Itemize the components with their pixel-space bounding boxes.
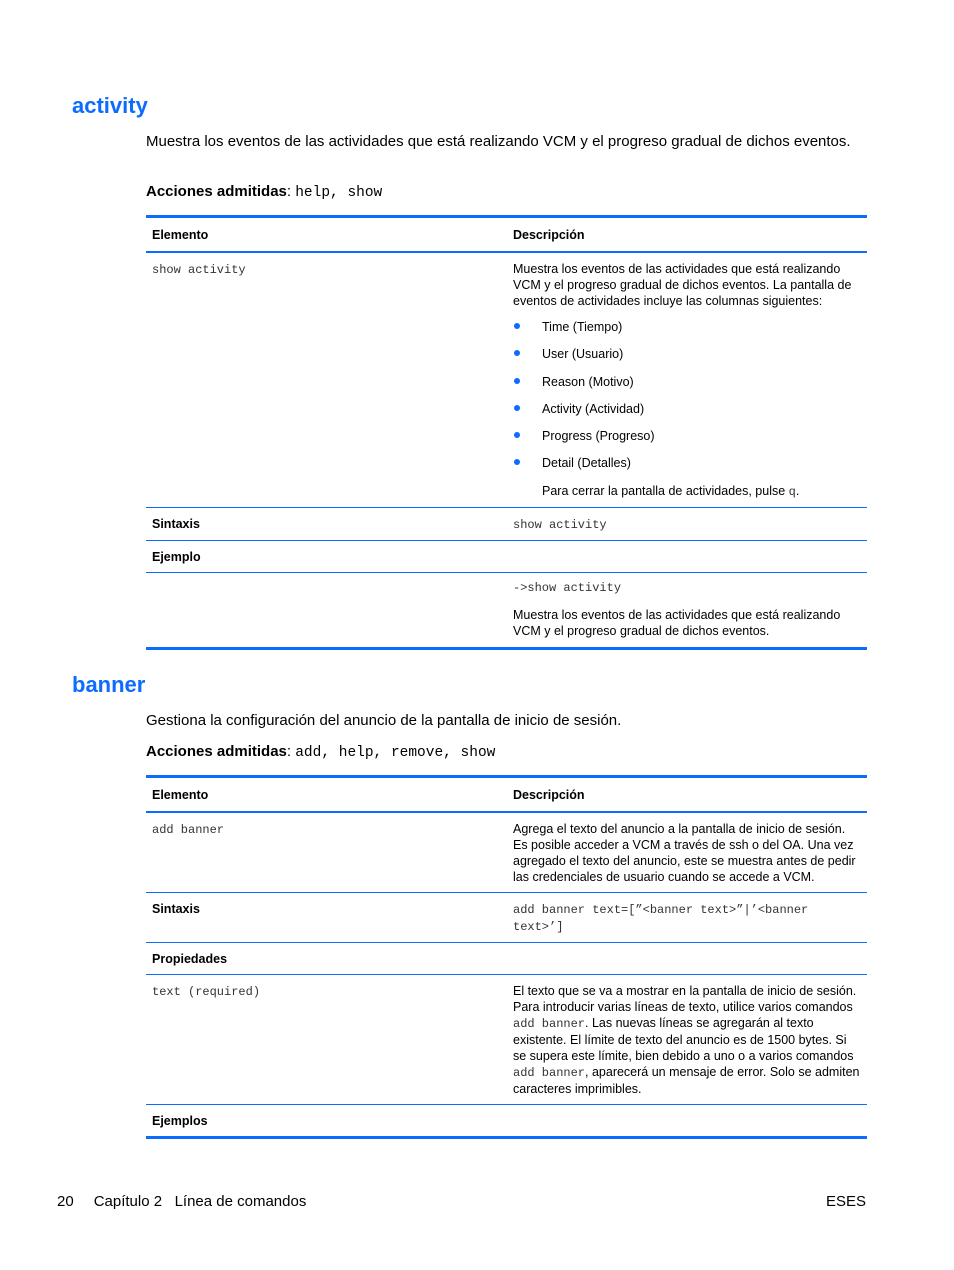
bullet-icon	[514, 323, 520, 329]
element-description: Muestra los eventos de las actividades que está realizando VCM y el progreso gradual de dichos eventos. La pantalla de eventos de actividades incluye las columnas siguientes:	[513, 262, 852, 308]
element-description-cell	[507, 252, 867, 507]
properties-label: Propiedades	[146, 943, 507, 975]
table-row	[146, 572, 867, 648]
table-row	[146, 507, 867, 540]
examples-label: Ejemplos	[146, 1105, 507, 1138]
table-row	[146, 975, 867, 1105]
list-item: Detail (Detalles)	[513, 455, 861, 482]
inline-code: add banner	[513, 1017, 586, 1031]
example-description: Muestra los eventos de las actividades que está realizando VCM y el progreso gradual de dichos eventos.	[513, 607, 841, 638]
close-instructions: Para cerrar la pantalla de actividades, pulse q.	[542, 483, 800, 499]
page-footer-right	[826, 1192, 866, 1211]
bullet-icon	[514, 378, 520, 384]
example-command: ->show activity	[513, 580, 622, 595]
column-header-description: Descripción	[513, 228, 585, 242]
banner-table	[146, 775, 867, 1139]
banner-intro: Gestiona la configuración del anuncio de la pantalla de inicio de sesión.	[146, 712, 622, 729]
syntax-label: Sintaxis	[146, 893, 507, 943]
example-label: Ejemplo	[146, 540, 507, 572]
list-item: Progress (Progreso)	[513, 428, 861, 455]
activity-intro: Muestra los eventos de las actividades que está realizando VCM y el progreso gradual de dichos eventos.	[146, 133, 851, 150]
inline-code: add banner	[513, 1066, 586, 1080]
syntax-value: add banner text=[”<banner text>”|’<banner text>’]	[513, 903, 809, 934]
column-header-description: Descripción	[513, 788, 585, 802]
actions-label: Acciones admitidas	[146, 183, 287, 200]
table-row	[146, 893, 867, 943]
element-name: show activity	[152, 263, 246, 277]
table-row	[146, 943, 867, 975]
table-header-row	[146, 777, 867, 813]
table-row	[146, 1105, 867, 1138]
bullet-icon	[514, 350, 520, 356]
columns-list	[513, 319, 861, 483]
table-row	[146, 812, 867, 893]
banner-supported-actions: Acciones admitidas: add, help, remove, show	[146, 743, 496, 761]
element-description: Agrega el texto del anuncio a la pantalla de inicio de sesión. Es posible acceder a VCM a través de ssh o del OA. Una vez agregado el texto del anuncio, este se muestra antes de pedir las credenciales de usuario cuando se accede a VCM.	[507, 812, 867, 893]
bullet-icon	[514, 432, 520, 438]
list-item: Reason (Motivo)	[513, 374, 861, 401]
locale-code: ESES	[825, 1193, 866, 1210]
close-key: q	[788, 484, 796, 499]
syntax-value: show activity	[513, 517, 607, 532]
list-item: Activity (Actividad)	[513, 401, 861, 428]
column-header-element: Elemento	[152, 228, 209, 242]
list-item: Time (Tiempo)	[513, 319, 861, 346]
actions-value: help, show	[295, 185, 383, 201]
property-description: El texto que se va a mostrar en la pantalla de inicio de sesión. Para introducir varias líneas de texto, utilice varios comandos add banner. Las nuevas líneas se agregarán al texto existente. El límite de texto del anuncio es de 1500 bytes. Si se supera este límite, bien debido a uno o a varios comandos add banner, aparecerá un mensaje de error. Solo se admiten caracteres imprimibles.	[507, 975, 867, 1105]
activity-supported-actions: Acciones admitidas: help, show	[146, 183, 383, 201]
column-header-element: Elemento	[152, 788, 209, 802]
page-footer-left	[57, 1192, 306, 1211]
table-row	[146, 252, 867, 507]
syntax-label: Sintaxis	[146, 507, 507, 540]
activity-table	[146, 215, 867, 650]
actions-label: Acciones admitidas	[146, 743, 287, 760]
actions-value: add, help, remove, show	[295, 745, 496, 761]
bullet-icon	[514, 405, 520, 411]
section-title-banner: banner	[72, 672, 146, 697]
table-header-row	[146, 217, 867, 253]
section-title-activity: activity	[72, 93, 148, 118]
chapter-title: Capítulo 2 Línea de comandos	[93, 1193, 307, 1210]
element-name: add banner	[152, 823, 225, 837]
bullet-icon	[514, 459, 520, 465]
table-row	[146, 540, 867, 572]
property-name: text (required)	[152, 985, 261, 999]
page-number: 20	[57, 1193, 74, 1210]
list-item: User (Usuario)	[513, 346, 861, 373]
